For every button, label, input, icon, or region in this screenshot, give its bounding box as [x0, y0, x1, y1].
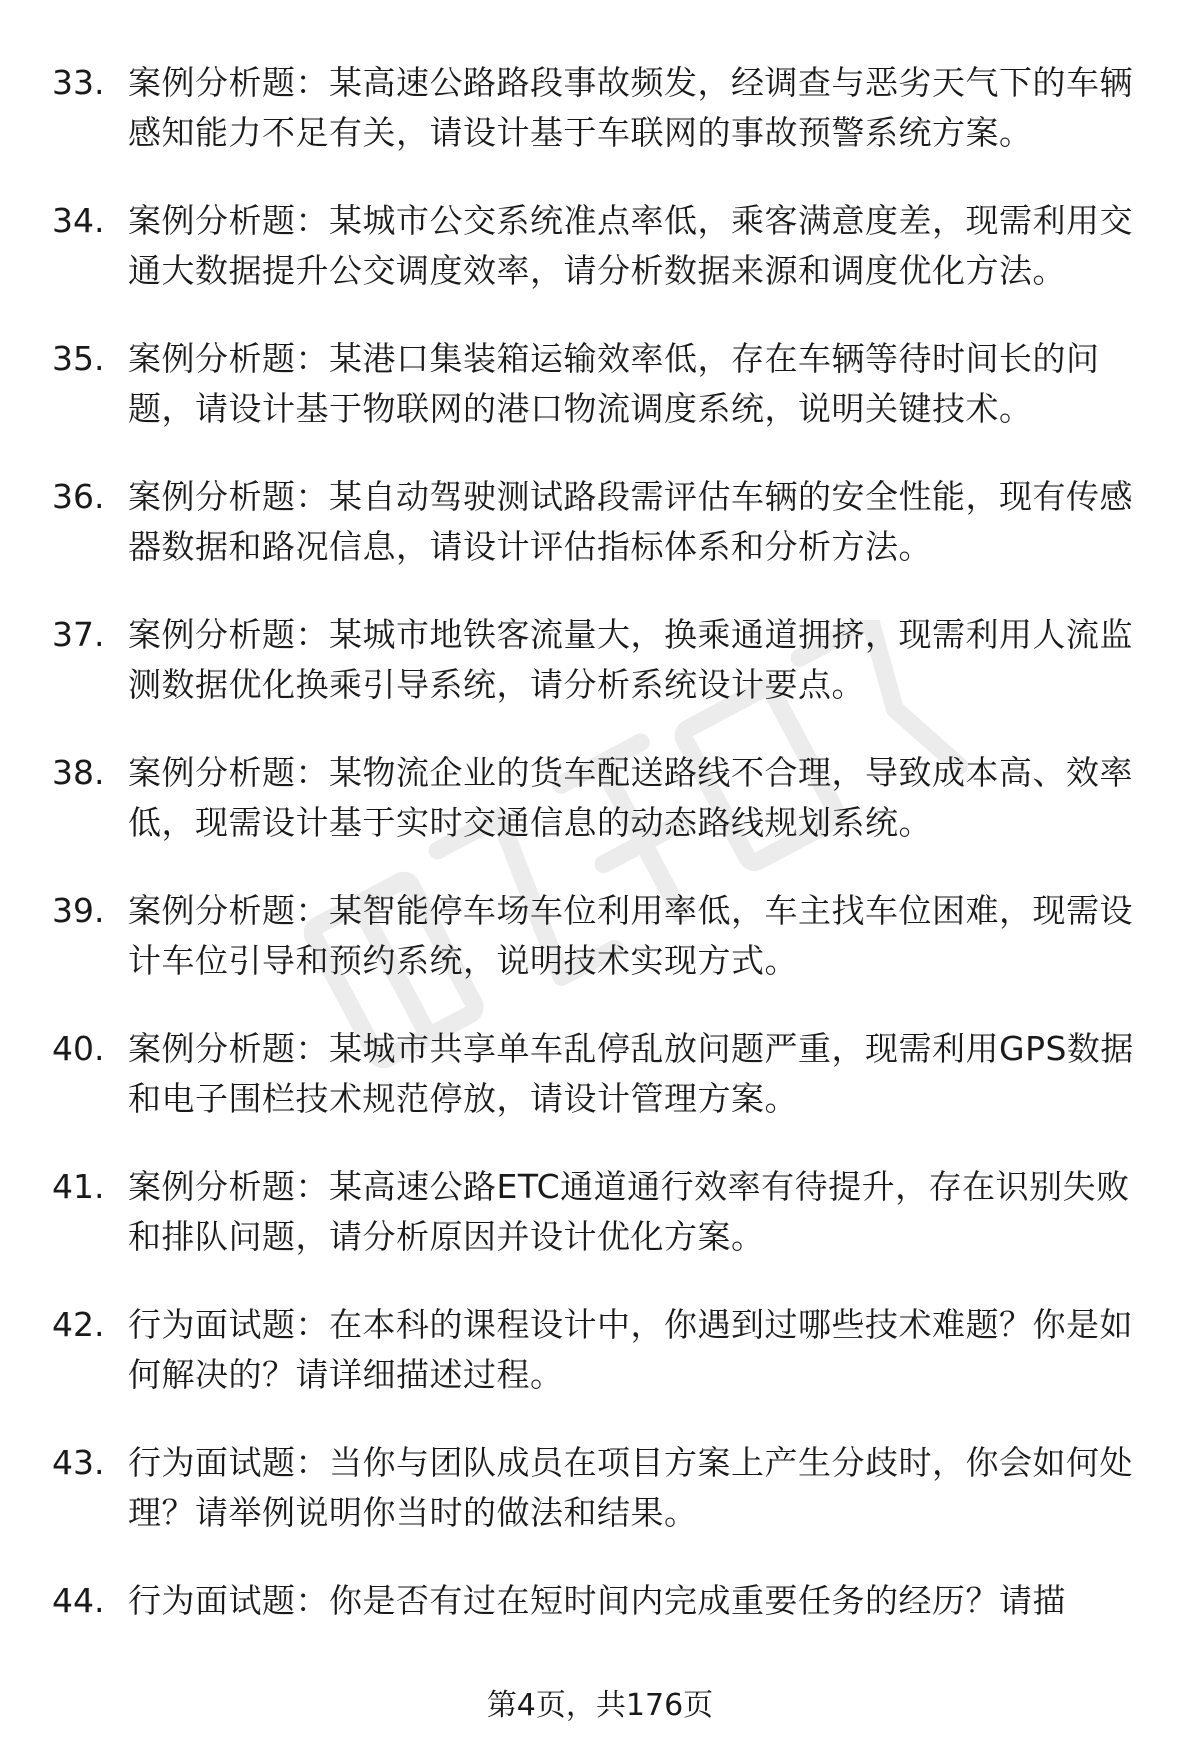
question-number: 42.: [52, 1305, 105, 1344]
question-number: 44.: [52, 1581, 105, 1620]
question-item-40: [52, 1024, 1152, 1124]
question-text: 行为面试题：在本科的课程设计中，你遇到过哪些技术难题？你是如何解决的？请详细描述过程。: [128, 1305, 1133, 1394]
question-number: 35.: [52, 339, 105, 378]
question-item-39: [52, 886, 1152, 986]
question-item-36: [52, 472, 1152, 572]
page-footer: 第4页，共176页: [486, 1688, 714, 1723]
question-item-42: [52, 1300, 1152, 1400]
question-number: 36.: [52, 477, 105, 516]
question-item-43: [52, 1438, 1152, 1538]
question-text: 行为面试题：你是否有过在短时间内完成重要任务的经历？请描: [128, 1581, 1066, 1620]
question-text: 案例分析题：某高速公路路段事故频发，经调查与恶劣天气下的车辆感知能力不足有关，请设计基于车联网的事故预警系统方案。: [128, 63, 1133, 152]
question-number: 37.: [52, 615, 105, 654]
question-number: 40.: [52, 1029, 105, 1068]
question-text: 案例分析题：某自动驾驶测试路段需评估车辆的安全性能，现有传感器数据和路况信息，请设计评估指标体系和分析方法。: [128, 477, 1133, 566]
question-item-35: [52, 334, 1152, 434]
question-number: 39.: [52, 891, 105, 930]
question-number: 33.: [52, 63, 105, 102]
question-item-38: [52, 748, 1152, 848]
question-text: 案例分析题：某城市共享单车乱停乱放问题严重，现需利用GPS数据和电子围栏技术规范停放，请设计管理方案。: [128, 1029, 1134, 1118]
question-item-44: [52, 1576, 1152, 1626]
question-text: 案例分析题：某城市公交系统准点率低，乘客满意度差，现需利用交通大数据提升公交调度效率，请分析数据来源和调度优化方法。: [128, 201, 1133, 290]
question-text: 行为面试题：当你与团队成员在项目方案上产生分歧时，你会如何处理？请举例说明你当时的做法和结果。: [128, 1443, 1133, 1532]
question-item-33: [52, 58, 1152, 158]
question-item-37: [52, 610, 1152, 710]
question-item-41: [52, 1162, 1152, 1262]
question-text: 案例分析题：某智能停车场车位利用率低，车主找车位困难，现需设计车位引导和预约系统，说明技术实现方式。: [128, 891, 1133, 980]
question-number: 34.: [52, 201, 105, 240]
question-text: 案例分析题：某港口集装箱运输效率低，存在车辆等待时间长的问题，请设计基于物联网的港口物流调度系统，说明关键技术。: [128, 339, 1100, 428]
question-text: 案例分析题：某物流企业的货车配送路线不合理，导致成本高、效率低，现需设计基于实时交通信息的动态路线规划系统。: [128, 753, 1133, 842]
question-text: 案例分析题：某城市地铁客流量大，换乘通道拥挤，现需利用人流监测数据优化换乘引导系统，请分析系统设计要点。: [128, 615, 1133, 704]
question-number: 43.: [52, 1443, 105, 1482]
question-number: 41.: [52, 1167, 105, 1206]
question-number: 38.: [52, 753, 105, 792]
question-text: 案例分析题：某高速公路ETC通道通行效率有待提升，存在识别失败和排队问题，请分析原因并设计优化方案。: [128, 1167, 1130, 1256]
question-item-34: [52, 196, 1152, 296]
question-list: [52, 58, 1152, 1664]
